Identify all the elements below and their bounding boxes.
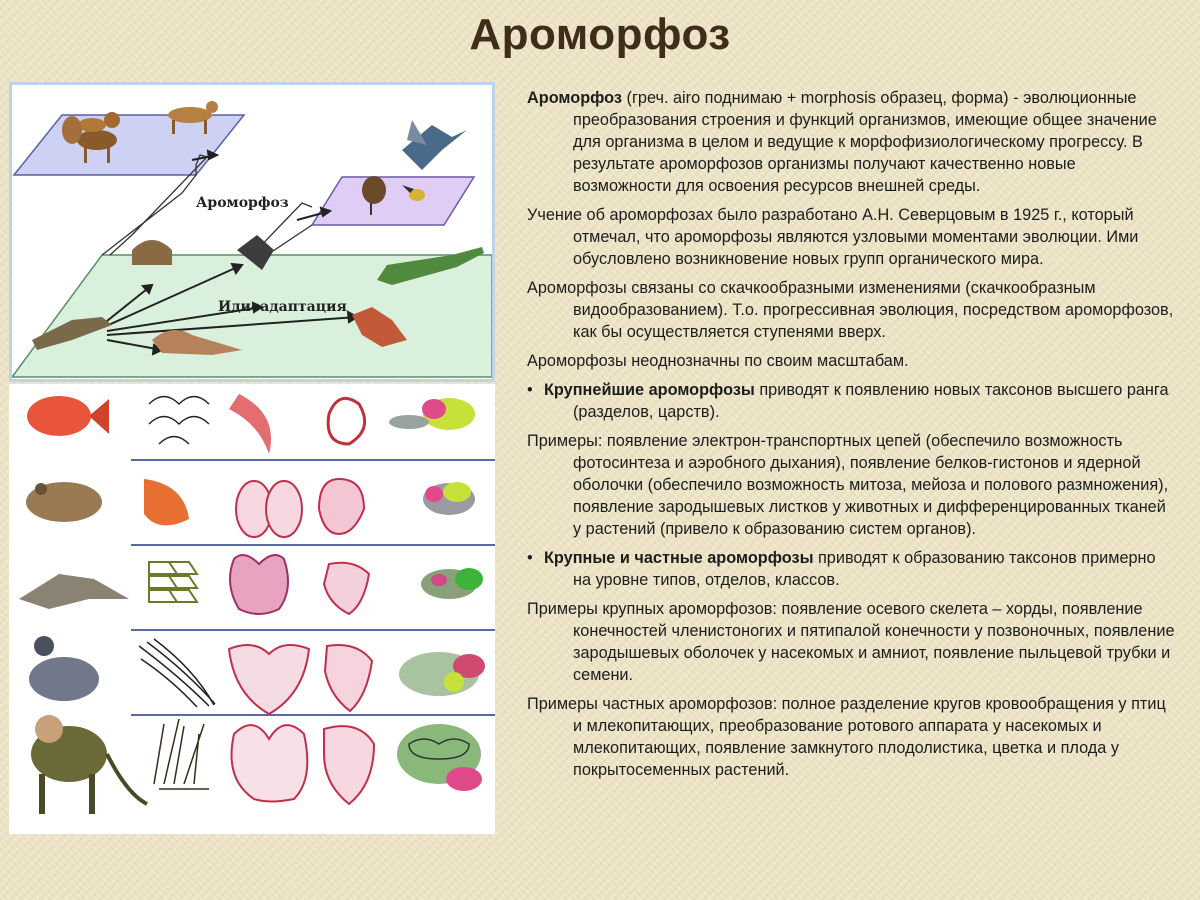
paragraph-leaps: Ароморфозы связаны со скачкообразными изменениями (скачкообразным видообразованием). Т.о. прогрессивная эволюция, посредством ароморфозов, как бы осуществляется ступенями вверх. — [527, 279, 1174, 341]
upper-plane — [14, 115, 244, 175]
bullet-largest: • Крупнейшие ароморфозы приводят к появлению новых таксонов высшего ранга (разделов, царств). — [527, 381, 1169, 421]
bullet-large-partial: • Крупные и частные ароморфозы приводят к образованию таксонов примерно на уровне типов, отделов, классов. — [527, 549, 1156, 589]
fish-row — [27, 394, 475, 454]
pigeon-row — [29, 636, 485, 714]
paragraph-definition: Ароморфоз (греч. airo поднимаю + morphosis образец, форма) - эволюционные преобразования строения и функций организмов, имеющие общее значение для организма в целом и ведущие к морфофизиологическому прогрессу. В результате ароморфозов организмы получают качественно новые возможности для освоения ресурсов внешней среды. — [527, 89, 1157, 195]
paragraph-severtsov: Учение об ароморфозах было разработано А.Н. Северцовым в 1925 г., который отмечал, что ароморфозы являются узловыми моментами эволюции. Ими обусловлено возникновение новых групп органического мира. — [527, 206, 1139, 268]
organ-comparison-illustration — [9, 384, 495, 834]
paragraph-examples-partial: Примеры частных ароморфозов: полное разделение кругов кровообращения у птиц и млекопитающих, преобразование ротового аппарата у насекомых и млекопитающих, появление замкнутого плодолистика, цветка и плода у покрытосеменных растений. — [527, 695, 1166, 779]
bullet-icon: • — [527, 549, 533, 567]
page-title: Ароморфоз — [469, 10, 731, 59]
aromorphosis-line-3 — [267, 225, 312, 255]
term-aromorphosis: Ароморфоз — [527, 89, 623, 107]
frog-row — [26, 479, 475, 537]
evolution-diagram — [9, 82, 495, 382]
paragraph-scale: Ароморфозы неоднозначны по своим масштабам. — [527, 352, 909, 370]
article-text — [527, 87, 1177, 788]
aromorphosis-label: Ароморфоз — [196, 195, 289, 211]
middle-plane — [312, 177, 474, 225]
paragraph-examples-large: Примеры крупных ароморфозов: появление осевого скелета – хорды, появление конечностей членистоногих и пятипалой конечности у позвоночных, появление зародышевых оболочек у насекомых и амниот, появление пыльцевой трубки и семени. — [527, 600, 1175, 684]
monkey-row — [31, 715, 482, 814]
lizard-row — [19, 555, 483, 614]
paragraph-examples-largest: Примеры: появление электрон-транспортных цепей (обеспечило возможность фотосинтеза и аэробного дыхания), появление белков-гистонов и ядерной оболочки (обеспечило возможность митоза, мейоза и полового размножения), появление зародышевых листков у животных и дифференцированных тканей у растений (привело к образованию систем органов). — [527, 432, 1169, 538]
bullet-icon: • — [527, 381, 533, 399]
idioadaptation-label: Идиоадаптация — [218, 299, 347, 315]
